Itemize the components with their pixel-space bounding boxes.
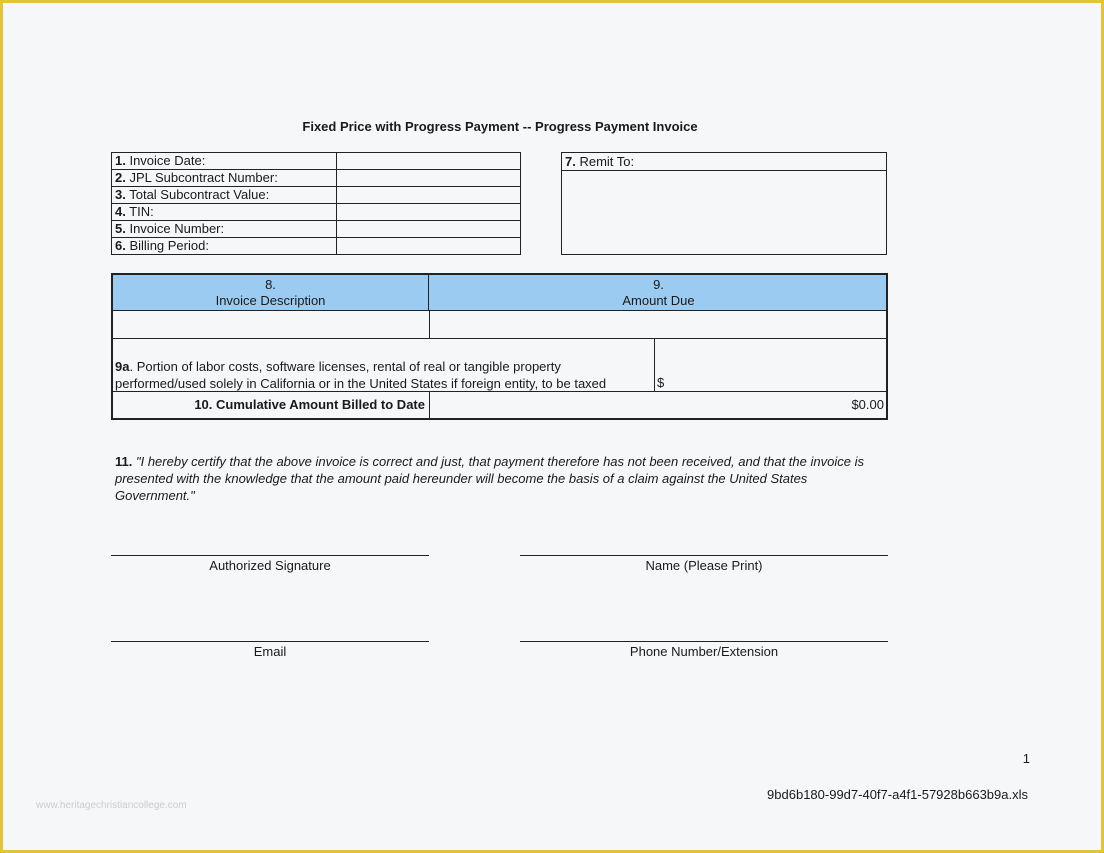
field-label: Invoice Date: [129,153,206,168]
taxed-portion-row [113,339,886,392]
field-label: Total Subcontract Value: [129,187,270,202]
name-print-line[interactable] [520,555,888,556]
taxed-portion-amount[interactable]: $ [657,375,665,390]
billing-period-field[interactable] [337,238,521,255]
field-label: Invoice Number: [129,221,225,236]
amount-due-field[interactable] [430,311,886,338]
page-number: 1 [1022,751,1030,766]
authorized-signature-label: Authorized Signature [209,558,331,573]
info-row-billing-period [112,238,521,255]
table-header-row [113,275,886,311]
amount-due-header: 9. Amount Due [622,277,695,308]
phone-label: Phone Number/Extension [629,644,779,659]
info-row-subcontract-number [112,170,521,187]
authorized-signature-line[interactable] [111,555,429,556]
field-label: Billing Period: [129,238,209,253]
invoice-number-field[interactable] [337,221,521,238]
cumulative-total-row [113,392,886,418]
email-line[interactable] [111,641,429,642]
phone-line[interactable] [520,641,888,642]
invoice-info-table [111,152,521,255]
cumulative-total-label: 10. Cumulative Amount Billed to Date [194,397,425,412]
info-row-invoice-date [112,153,521,170]
invoice-description-header: 8. Invoice Description [113,275,429,310]
certification-statement: 11. "I hereby certify that the above invoice is correct and just, that payment therefore has not been received, and that the invoice is presented with the knowledge that the amount paid hereunder will become the basis of a claim against the United States Government." [115,454,864,503]
invoice-date-field[interactable] [337,153,521,170]
file-name: 9bd6b180-99d7-40f7-a4f1-57928b663b9a.xls [767,787,1028,802]
field-number: 5. [115,221,126,236]
cumulative-total-amount: $0.00 [851,397,884,412]
name-print-label: Name (Please Print) [645,558,763,573]
field-number: 6. [115,238,126,253]
remit-to-header: 7. Remit To: [562,153,886,171]
info-row-tin [112,204,521,221]
remit-to-box [561,152,887,255]
column-divider [429,392,430,418]
field-number: 1. [115,153,126,168]
email-label: Email [253,644,287,659]
field-number: 2. [115,170,126,185]
field-number: 4. [115,204,126,219]
invoice-description-field[interactable] [113,311,429,338]
field-number: 3. [115,187,126,202]
tin-field[interactable] [337,204,521,221]
document-title: Fixed Price with Progress Payment -- Progress Payment Invoice [302,119,698,134]
subcontract-number-field[interactable] [337,170,521,187]
field-label: TIN: [129,204,154,219]
info-row-subcontract-value [112,187,521,204]
info-row-invoice-number [112,221,521,238]
remit-to-field[interactable] [562,171,886,255]
column-divider [654,339,655,391]
field-label: JPL Subcontract Number: [129,170,278,185]
subcontract-value-field[interactable] [337,187,521,204]
invoice-line-row [113,311,886,339]
invoice-amount-table [111,273,888,420]
taxed-portion-label: 9a. Portion of labor costs, software licenses, rental of real or tangible property performed/used solely in California or in the United States if foreign entity, to be taxed [115,359,607,391]
remit-to-label: Remit To: [579,154,635,169]
watermark: www.heritagechristiancollege.com [36,800,187,811]
